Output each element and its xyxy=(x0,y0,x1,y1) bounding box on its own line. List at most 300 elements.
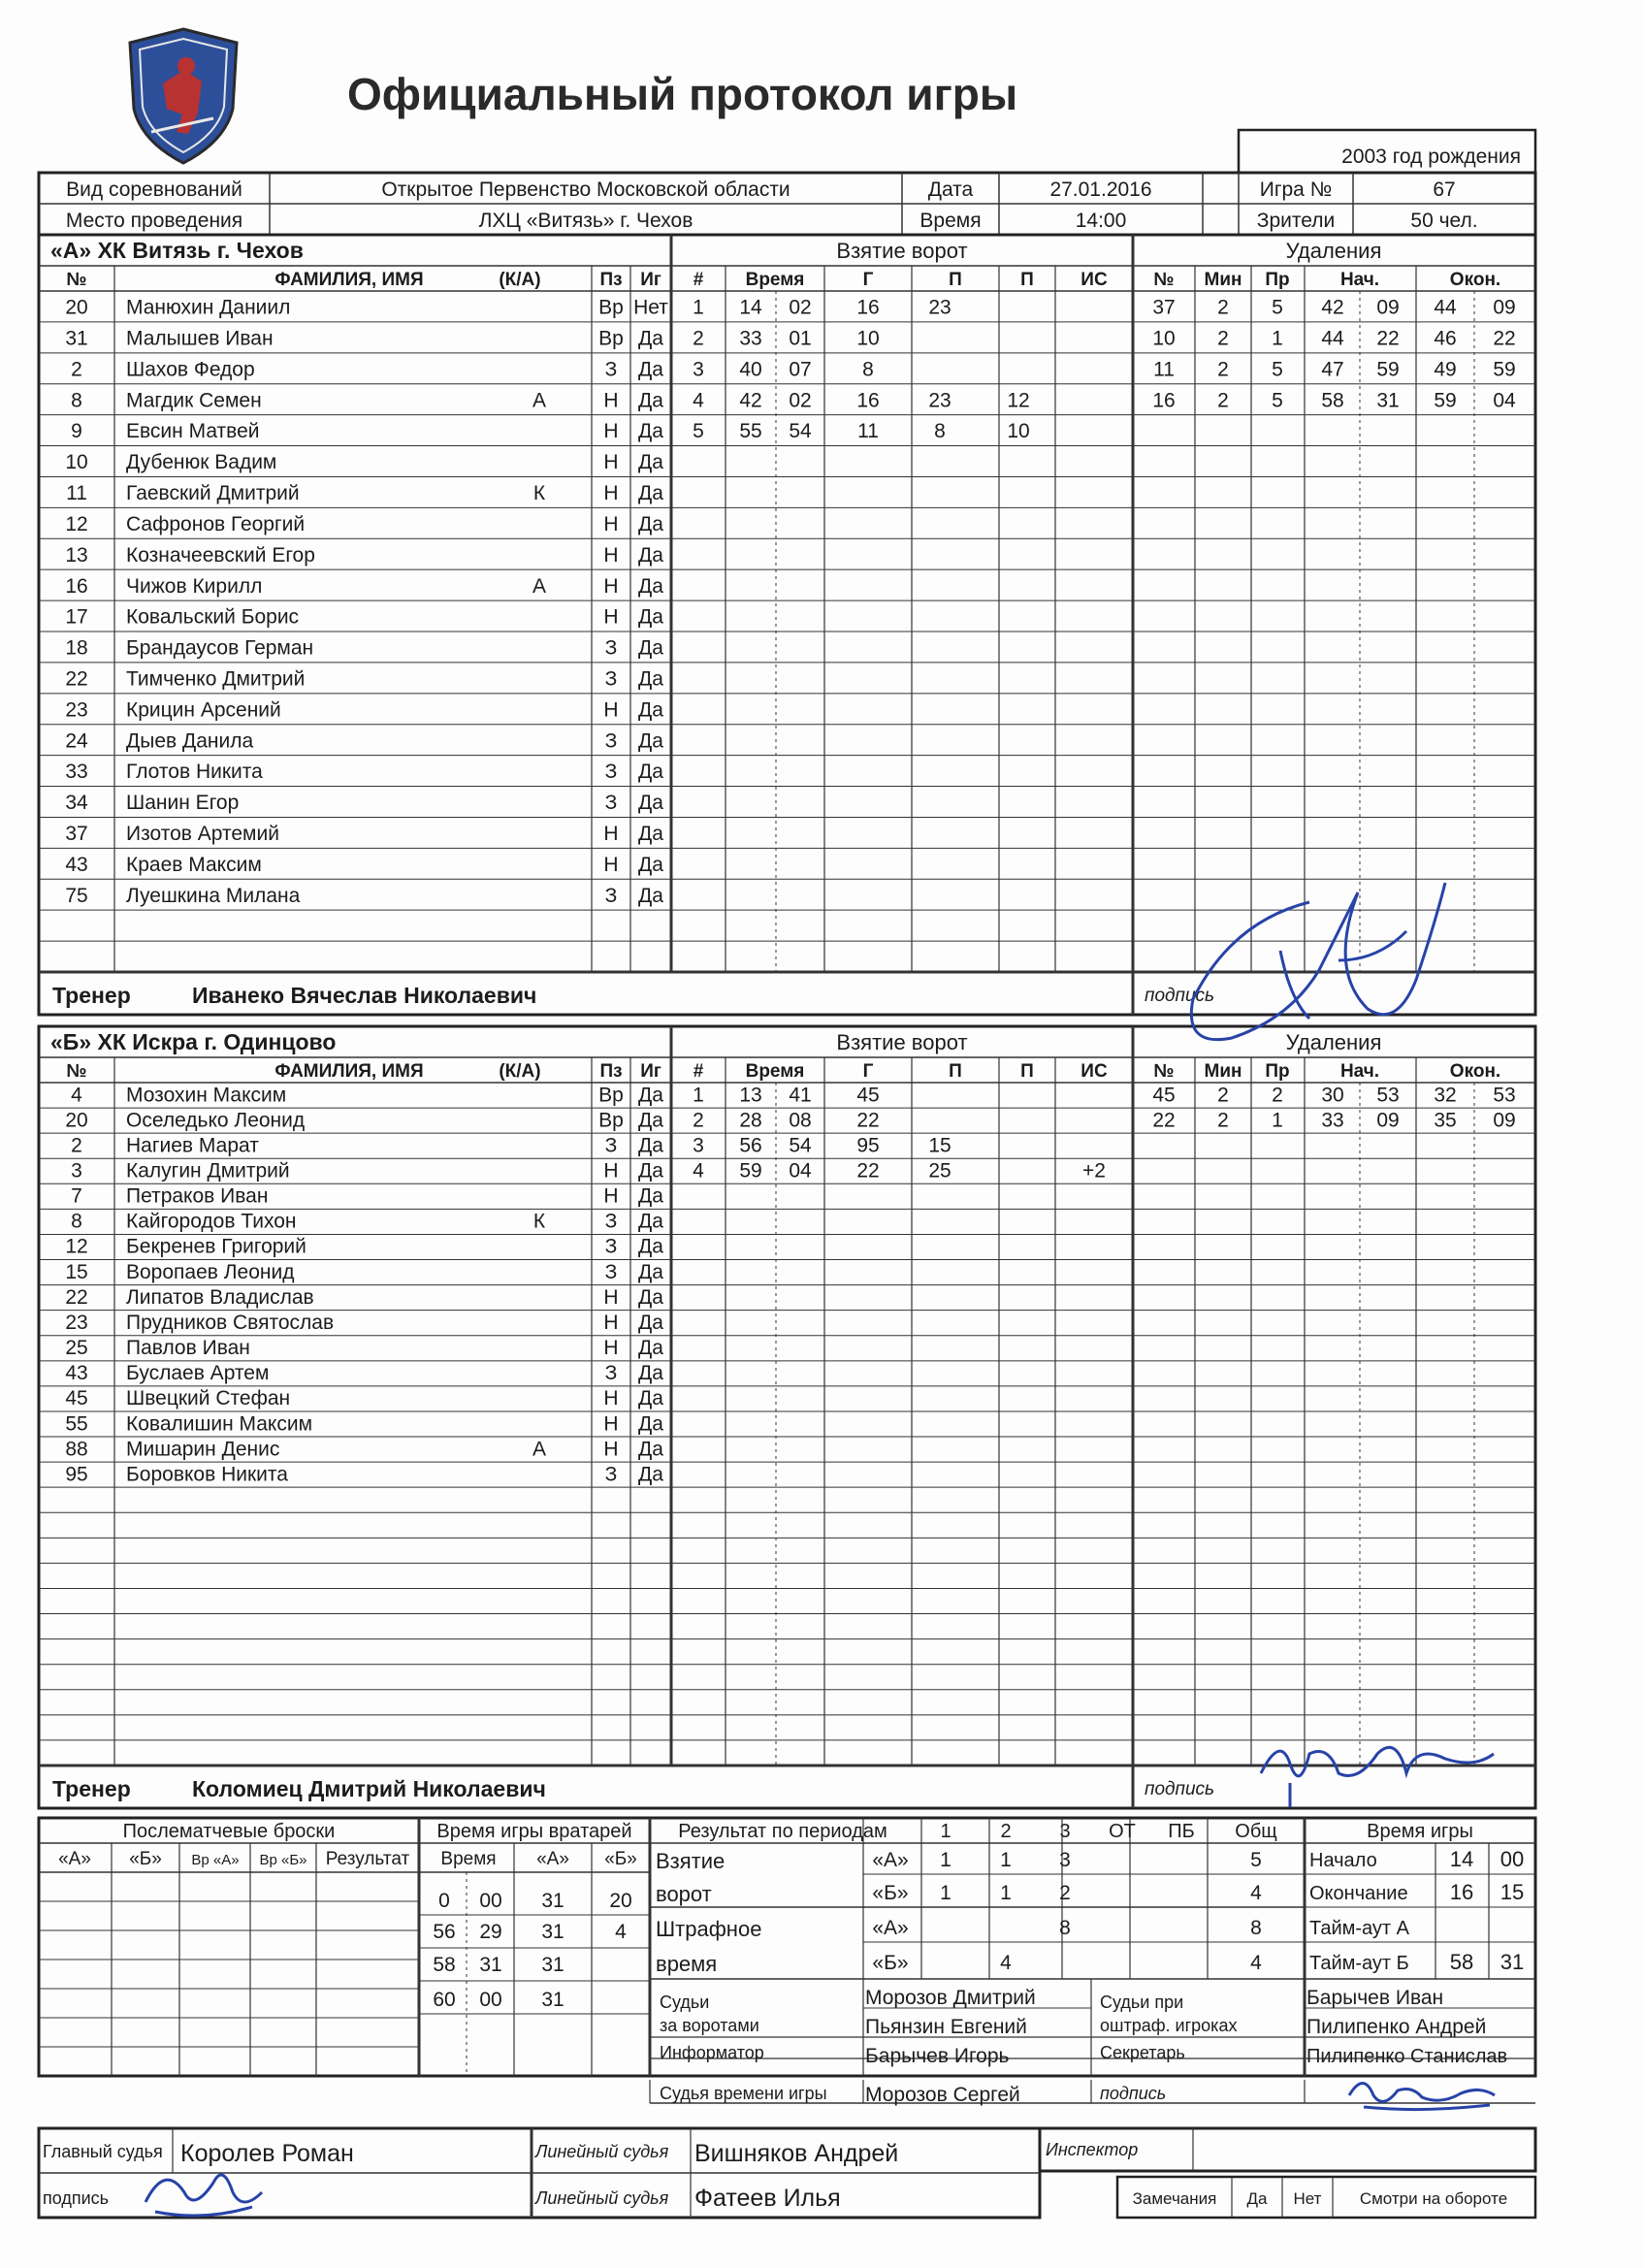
player-name: Ковалишин Максим xyxy=(126,1412,313,1436)
goal-situation: +2 xyxy=(1082,1159,1106,1183)
goal-assist1: 23 xyxy=(928,389,952,412)
player-position: Н xyxy=(603,1184,619,1208)
player-number: 23 xyxy=(65,698,88,722)
player-name: Брандаусов Герман xyxy=(126,636,314,660)
period-col: 2 xyxy=(1000,1821,1012,1842)
date: 27.01.2016 xyxy=(1049,178,1152,201)
gk-col: «А» xyxy=(536,1849,569,1869)
player-position: З xyxy=(604,1463,618,1486)
shootout-title: Послематчевые броски xyxy=(122,1821,336,1842)
player-played: Да xyxy=(638,1235,663,1258)
penalty-judge-name: Пилипенко Андрей xyxy=(1306,2016,1487,2038)
team-a-penalties-title: Удаления xyxy=(1285,239,1382,263)
player-number: 12 xyxy=(65,1235,88,1258)
goal-judge-name: Пьянзин Евгений xyxy=(865,2016,1027,2038)
player-played: Нет xyxy=(633,296,668,319)
player-position: Н xyxy=(603,543,619,567)
player-number: 2 xyxy=(71,1134,82,1157)
player-number: 13 xyxy=(65,543,88,567)
player-position: Н xyxy=(603,1285,619,1309)
secretary-name: Пилипенко Станислав xyxy=(1306,2046,1508,2067)
col-goal-time: Время xyxy=(745,270,805,290)
gk-second: 00 xyxy=(479,1989,502,2011)
player-role: А xyxy=(532,389,547,412)
date-label: Дата xyxy=(927,178,974,201)
player-position: Н xyxy=(603,1311,619,1334)
player-played: Да xyxy=(638,853,663,876)
player-number: 9 xyxy=(71,420,82,443)
col-goal-time: Время xyxy=(745,1061,805,1082)
team-b-roster xyxy=(0,1026,1645,1810)
remarks-no: Нет xyxy=(1293,2189,1322,2208)
venue: ЛХЦ «Витязь» г. Чехов xyxy=(478,210,693,232)
player-position: Н xyxy=(603,1387,619,1410)
gk-team-a: 31 xyxy=(541,1921,564,1943)
period-team: «А» xyxy=(872,1849,909,1871)
player-number: 20 xyxy=(65,1109,88,1132)
goal-scorer: 11 xyxy=(857,420,879,443)
gk-minute: 60 xyxy=(433,1989,456,2011)
summary-table xyxy=(0,1818,1645,2080)
player-played: Да xyxy=(638,574,663,598)
goal-number: 3 xyxy=(693,1134,704,1157)
penalty-reason: 1 xyxy=(1272,327,1283,350)
goal-scorer: 45 xyxy=(856,1084,880,1107)
player-name: Тимченко Дмитрий xyxy=(126,667,306,691)
player-position: Н xyxy=(603,451,619,474)
goal-minute: 40 xyxy=(739,358,762,381)
player-name: Дыев Данила xyxy=(126,729,254,753)
competition-label: Вид соревнований xyxy=(66,178,242,201)
game-time-label: Тайм-аут А xyxy=(1309,1918,1409,1939)
player-name: Нагиев Марат xyxy=(126,1134,259,1157)
player-played: Да xyxy=(638,1159,663,1183)
col-ig: Иг xyxy=(640,270,661,290)
team-b-penalties-title: Удаления xyxy=(1285,1030,1382,1054)
col-pz: Пз xyxy=(599,1061,623,1082)
goal-scorer: 22 xyxy=(856,1159,880,1183)
shootout-col: «Б» xyxy=(129,1849,162,1869)
spectators-label: Зрители xyxy=(1256,210,1336,232)
team-b-goals-title: Взятие ворот xyxy=(836,1030,968,1054)
goals-label: ворот xyxy=(656,1882,712,1906)
player-position: Н xyxy=(603,420,619,443)
col-assist1: П xyxy=(949,1061,962,1082)
player-name: Калугин Дмитрий xyxy=(126,1159,290,1183)
player-number: 95 xyxy=(65,1463,88,1486)
player-played: Да xyxy=(638,451,663,474)
team-a-goals-title: Взятие ворот xyxy=(836,239,968,263)
player-position: Вр xyxy=(598,1084,624,1107)
venue-label: Место проведения xyxy=(65,210,243,232)
team-b-title: «Б» ХК Искра г. Одинцово xyxy=(50,1029,337,1054)
period-col: ПБ xyxy=(1168,1821,1195,1842)
penalty-reason: 5 xyxy=(1272,389,1283,412)
player-position: Н xyxy=(603,1159,619,1183)
penalty-reason: 5 xyxy=(1272,296,1283,319)
col-is: ИС xyxy=(1081,270,1108,290)
player-number: 8 xyxy=(71,389,82,412)
player-played: Да xyxy=(638,512,663,535)
player-name: Крицин Арсений xyxy=(126,698,281,722)
penalty-end-min: 59 xyxy=(1434,389,1457,412)
penalty-player: 45 xyxy=(1152,1084,1176,1107)
player-played: Да xyxy=(638,884,663,907)
game-time-minute: 00 xyxy=(1500,1847,1525,1871)
col-pen-start: Нач. xyxy=(1339,270,1380,290)
goal-assist1: 25 xyxy=(928,1159,952,1183)
penalty-start-sec: 09 xyxy=(1376,1109,1400,1132)
player-role: А xyxy=(532,1438,547,1461)
gk-team-b: 4 xyxy=(615,1921,627,1943)
player-played: Да xyxy=(638,1084,663,1107)
penalty-player: 22 xyxy=(1152,1109,1176,1132)
player-played: Да xyxy=(638,1311,663,1334)
player-number: 2 xyxy=(71,358,82,381)
player-number: 17 xyxy=(65,605,88,629)
player-played: Да xyxy=(638,1210,663,1233)
player-position: З xyxy=(604,1260,618,1283)
penalty-end-sec: 04 xyxy=(1493,389,1516,412)
player-name: Воропаев Леонид xyxy=(126,1260,295,1283)
player-number: 31 xyxy=(65,327,88,350)
penalty-judge-name: Барычев Иван xyxy=(1306,1987,1444,2009)
player-played: Да xyxy=(638,1463,663,1486)
col-pz: Пз xyxy=(599,270,623,290)
player-name: Шанин Егор xyxy=(126,792,240,815)
player-name: Изотов Артемий xyxy=(126,823,279,846)
informator-label: Информатор xyxy=(660,2043,764,2062)
goal-number: 4 xyxy=(693,1159,704,1183)
goal-second: 41 xyxy=(789,1084,812,1107)
linesman-name: Фатеев Илья xyxy=(694,2185,841,2212)
player-role: К xyxy=(532,1210,546,1233)
remarks-yes: Да xyxy=(1246,2189,1268,2208)
player-played: Да xyxy=(638,358,663,381)
goal-minute: 56 xyxy=(739,1134,762,1157)
period-value: 2 xyxy=(1059,1882,1071,1904)
col-goal-num: # xyxy=(693,270,704,290)
player-position: З xyxy=(604,1235,618,1258)
player-position: Н xyxy=(603,605,619,629)
penalty-player: 16 xyxy=(1152,389,1176,412)
goal-minute: 14 xyxy=(739,296,762,319)
goal-scorer: 10 xyxy=(856,327,880,350)
col-goal-num: # xyxy=(693,1061,704,1082)
player-name: Дубенюк Вадим xyxy=(126,451,277,474)
penalty-judges-label: Судьи при xyxy=(1100,1993,1184,2012)
player-position: Н xyxy=(603,1412,619,1436)
goal-number: 2 xyxy=(693,327,704,350)
period-col: Общ xyxy=(1235,1821,1277,1842)
goal-second: 02 xyxy=(789,389,812,412)
remarks-label: Замечания xyxy=(1132,2189,1217,2208)
coach-a-signature xyxy=(1174,863,1465,1067)
game-time-minute: 31 xyxy=(1500,1950,1525,1974)
penalty-end-min: 44 xyxy=(1434,296,1457,319)
col-name: ФАМИЛИЯ, ИМЯ xyxy=(274,270,424,290)
player-played: Да xyxy=(638,729,663,753)
player-name: Краев Максим xyxy=(126,853,262,876)
goal-number: 5 xyxy=(693,420,704,443)
player-position: Н xyxy=(603,853,619,876)
period-value: 1 xyxy=(940,1849,952,1871)
player-number: 4 xyxy=(71,1084,82,1107)
player-position: З xyxy=(604,636,618,660)
penalty-minutes: 2 xyxy=(1217,1109,1229,1132)
penalty-start-min: 44 xyxy=(1321,327,1344,350)
col-pen-end: Окон. xyxy=(1449,1061,1501,1082)
penalty-player: 37 xyxy=(1152,296,1176,319)
player-number: 45 xyxy=(65,1387,88,1410)
player-played: Да xyxy=(638,327,663,350)
col-pen-start: Нач. xyxy=(1339,1061,1380,1082)
period-col: 1 xyxy=(940,1821,952,1842)
game-label: Игра № xyxy=(1259,178,1333,201)
goal-minute: 59 xyxy=(739,1159,762,1183)
player-position: Вр xyxy=(598,327,624,350)
player-played: Да xyxy=(638,1438,663,1461)
player-name: Глотов Никита xyxy=(126,761,263,784)
player-number: 33 xyxy=(65,761,88,784)
player-position: Н xyxy=(603,698,619,722)
col-ka: (К/А) xyxy=(499,270,541,290)
player-played: Да xyxy=(638,1260,663,1283)
player-name: Швецкий Стефан xyxy=(126,1387,291,1410)
player-name: Оселедько Леонид xyxy=(126,1109,306,1132)
player-played: Да xyxy=(638,823,663,846)
player-position: З xyxy=(604,729,618,753)
goal-second: 54 xyxy=(789,420,812,443)
col-pen-num: № xyxy=(1153,270,1175,290)
player-played: Да xyxy=(638,605,663,629)
timekeeper-name: Морозов Сергей xyxy=(865,2084,1020,2106)
player-played: Да xyxy=(638,420,663,443)
player-played: Да xyxy=(638,761,663,784)
period-value: 3 xyxy=(1059,1849,1071,1871)
player-number: 16 xyxy=(65,574,88,598)
linesman-name: Вишняков Андрей xyxy=(694,2140,899,2167)
player-name: Луешкина Милана xyxy=(126,884,301,907)
player-name: Кайгородов Тихон xyxy=(126,1210,297,1233)
spectators: 50 чел. xyxy=(1410,210,1478,232)
goal-scorer: 16 xyxy=(856,296,880,319)
period-value: 4 xyxy=(1000,1952,1012,1974)
gk-minute: 0 xyxy=(438,1890,450,1912)
player-number: 12 xyxy=(65,512,88,535)
player-name: Гаевский Дмитрий xyxy=(126,482,300,505)
penalty-start-min: 42 xyxy=(1321,296,1344,319)
penalty-start-sec: 53 xyxy=(1376,1084,1400,1107)
page-title: Официальный протокол игры xyxy=(347,69,1018,119)
col-pen-num: № xyxy=(1153,1061,1175,1082)
gk-team-a: 31 xyxy=(541,1954,564,1976)
player-number: 75 xyxy=(65,884,88,907)
player-number: 10 xyxy=(65,451,88,474)
goal-assist2: 12 xyxy=(1007,389,1030,412)
player-position: Н xyxy=(603,512,619,535)
player-number: 22 xyxy=(65,1285,88,1309)
col-pen-reason: Пр xyxy=(1265,1061,1290,1082)
goal-assist1: 15 xyxy=(928,1134,952,1157)
goal-assist1: 23 xyxy=(928,296,952,319)
coach-label: Тренер xyxy=(52,983,131,1008)
penalty-start-sec: 22 xyxy=(1376,327,1400,350)
time-label: Время xyxy=(919,210,982,232)
penalty-minutes: 2 xyxy=(1217,327,1229,350)
penalty-start-min: 33 xyxy=(1321,1109,1344,1132)
header-table xyxy=(0,0,1645,252)
col-num: № xyxy=(66,1061,87,1082)
player-number: 22 xyxy=(65,667,88,691)
game-time-hour: 14 xyxy=(1449,1847,1474,1871)
penalty-end-sec: 53 xyxy=(1493,1084,1516,1107)
game-time-minute: 15 xyxy=(1500,1880,1525,1904)
goal-number: 1 xyxy=(693,1084,704,1107)
player-position: Н xyxy=(603,1337,619,1360)
player-position: Н xyxy=(603,823,619,846)
coach-name: Иванеко Вячеслав Николаевич xyxy=(192,983,537,1008)
col-is: ИС xyxy=(1081,1061,1108,1082)
player-number: 18 xyxy=(65,636,88,660)
goal-scorer: 95 xyxy=(856,1134,880,1157)
signature-label: подпись xyxy=(43,2188,110,2208)
penalty-start-sec: 59 xyxy=(1376,358,1400,381)
player-number: 55 xyxy=(65,1412,88,1436)
goal-second: 54 xyxy=(789,1134,812,1157)
player-name: Малышев Иван xyxy=(126,327,274,350)
goal-second: 08 xyxy=(789,1109,812,1132)
player-name: Прудников Святослав xyxy=(126,1311,335,1334)
player-name: Мозохин Максим xyxy=(126,1084,287,1107)
player-played: Да xyxy=(638,1387,663,1410)
player-played: Да xyxy=(638,792,663,815)
player-number: 11 xyxy=(66,482,87,505)
period-value: 8 xyxy=(1250,1917,1262,1939)
coach-b-signature xyxy=(1251,1715,1503,1812)
goal-second: 02 xyxy=(789,296,812,319)
player-name: Липатов Владислав xyxy=(126,1285,314,1309)
goal-minute: 33 xyxy=(739,327,762,350)
period-value: 1 xyxy=(1000,1882,1012,1904)
player-name: Ковальский Борис xyxy=(126,605,300,629)
player-name: Сафронов Георгий xyxy=(126,512,306,535)
shootout-col: Вр «А» xyxy=(191,1852,240,1868)
penalty-end-min: 35 xyxy=(1434,1109,1457,1132)
team-a-title: «А» ХК Витязь г. Чехов xyxy=(50,238,304,263)
period-team: «А» xyxy=(872,1917,909,1939)
player-name: Козначеевский Егор xyxy=(126,543,315,567)
period-team: «Б» xyxy=(872,1882,909,1904)
player-played: Да xyxy=(638,1337,663,1360)
player-position: З xyxy=(604,1362,618,1385)
period-col: ОТ xyxy=(1109,1821,1136,1842)
player-position: Н xyxy=(603,1438,619,1461)
chief-referee-signature xyxy=(136,2154,272,2221)
game-time-label: Начало xyxy=(1309,1850,1377,1871)
penalty-end-min: 46 xyxy=(1434,327,1457,350)
col-pen-reason: Пр xyxy=(1265,270,1290,290)
shootout-col: «А» xyxy=(58,1849,91,1869)
player-number: 20 xyxy=(65,296,88,319)
player-played: Да xyxy=(638,1362,663,1385)
player-played: Да xyxy=(638,636,663,660)
period-team: «Б» xyxy=(872,1952,909,1974)
time: 14:00 xyxy=(1075,210,1127,232)
player-name: Буслаев Артем xyxy=(126,1362,270,1385)
linesman-label: Линейный судья xyxy=(535,2142,669,2161)
signature-label: подпись xyxy=(1100,2084,1167,2103)
game-time-label: Тайм-аут Б xyxy=(1309,1953,1409,1974)
period-value: 4 xyxy=(1250,1952,1262,1974)
player-number: 23 xyxy=(65,1311,88,1334)
secretary-label: Секретарь xyxy=(1100,2043,1185,2062)
player-position: З xyxy=(604,884,618,907)
signature-label: подпись xyxy=(1145,1779,1215,1799)
col-name: ФАМИЛИЯ, ИМЯ xyxy=(274,1061,424,1082)
penalty-minutes: 2 xyxy=(1217,358,1229,381)
coach-name: Коломиец Дмитрий Николаевич xyxy=(192,1776,546,1801)
remarks-note: Смотри на обороте xyxy=(1359,2189,1508,2208)
player-position: Н xyxy=(603,482,619,505)
player-name: Магдик Семен xyxy=(126,389,262,412)
player-position: З xyxy=(604,1134,618,1157)
goal-judges-label: Судьи xyxy=(660,1993,710,2012)
timekeeper-label: Судья времени игры xyxy=(660,2084,827,2103)
gk-time-title: Время игры вратарей xyxy=(436,1821,632,1842)
col-ka: (К/А) xyxy=(499,1061,541,1082)
player-played: Да xyxy=(638,389,663,412)
penalty-end-min: 32 xyxy=(1434,1084,1457,1107)
competition: Открытое Первенство Московской области xyxy=(381,178,790,201)
goal-assist2: 10 xyxy=(1007,420,1030,443)
player-name: Петраков Иван xyxy=(126,1184,269,1208)
player-position: Вр xyxy=(598,296,624,319)
period-value: 8 xyxy=(1059,1917,1071,1939)
player-position: Вр xyxy=(598,1109,624,1132)
goal-assist1: 8 xyxy=(934,420,946,443)
penalty-end-sec: 09 xyxy=(1493,296,1516,319)
player-played: Да xyxy=(638,1412,663,1436)
pim-label: Штрафное xyxy=(656,1917,762,1941)
penalty-minutes: 2 xyxy=(1217,389,1229,412)
player-number: 25 xyxy=(65,1337,88,1360)
penalty-player: 10 xyxy=(1152,327,1176,350)
periods-title: Результат по периодам xyxy=(678,1821,887,1842)
game-time-label: Окончание xyxy=(1309,1883,1408,1904)
player-position: З xyxy=(604,792,618,815)
player-played: Да xyxy=(638,1184,663,1208)
player-position: З xyxy=(604,761,618,784)
player-number: 37 xyxy=(65,823,88,846)
gk-second: 00 xyxy=(479,1890,502,1912)
goal-second: 07 xyxy=(789,358,812,381)
goal-minute: 28 xyxy=(739,1109,762,1132)
penalty-minutes: 2 xyxy=(1217,1084,1229,1107)
player-name: Боровков Никита xyxy=(126,1463,288,1486)
player-number: 24 xyxy=(65,729,88,753)
player-played: Да xyxy=(638,1285,663,1309)
player-number: 7 xyxy=(71,1184,82,1208)
player-name: Бекренев Григорий xyxy=(126,1235,306,1258)
gk-team-a: 31 xyxy=(541,1890,564,1912)
penalty-start-sec: 31 xyxy=(1376,389,1400,412)
player-played: Да xyxy=(638,1134,663,1157)
goal-number: 2 xyxy=(693,1109,704,1132)
player-name: Шахов Федор xyxy=(126,358,255,381)
goal-minute: 55 xyxy=(739,420,762,443)
penalty-end-sec: 09 xyxy=(1493,1109,1516,1132)
